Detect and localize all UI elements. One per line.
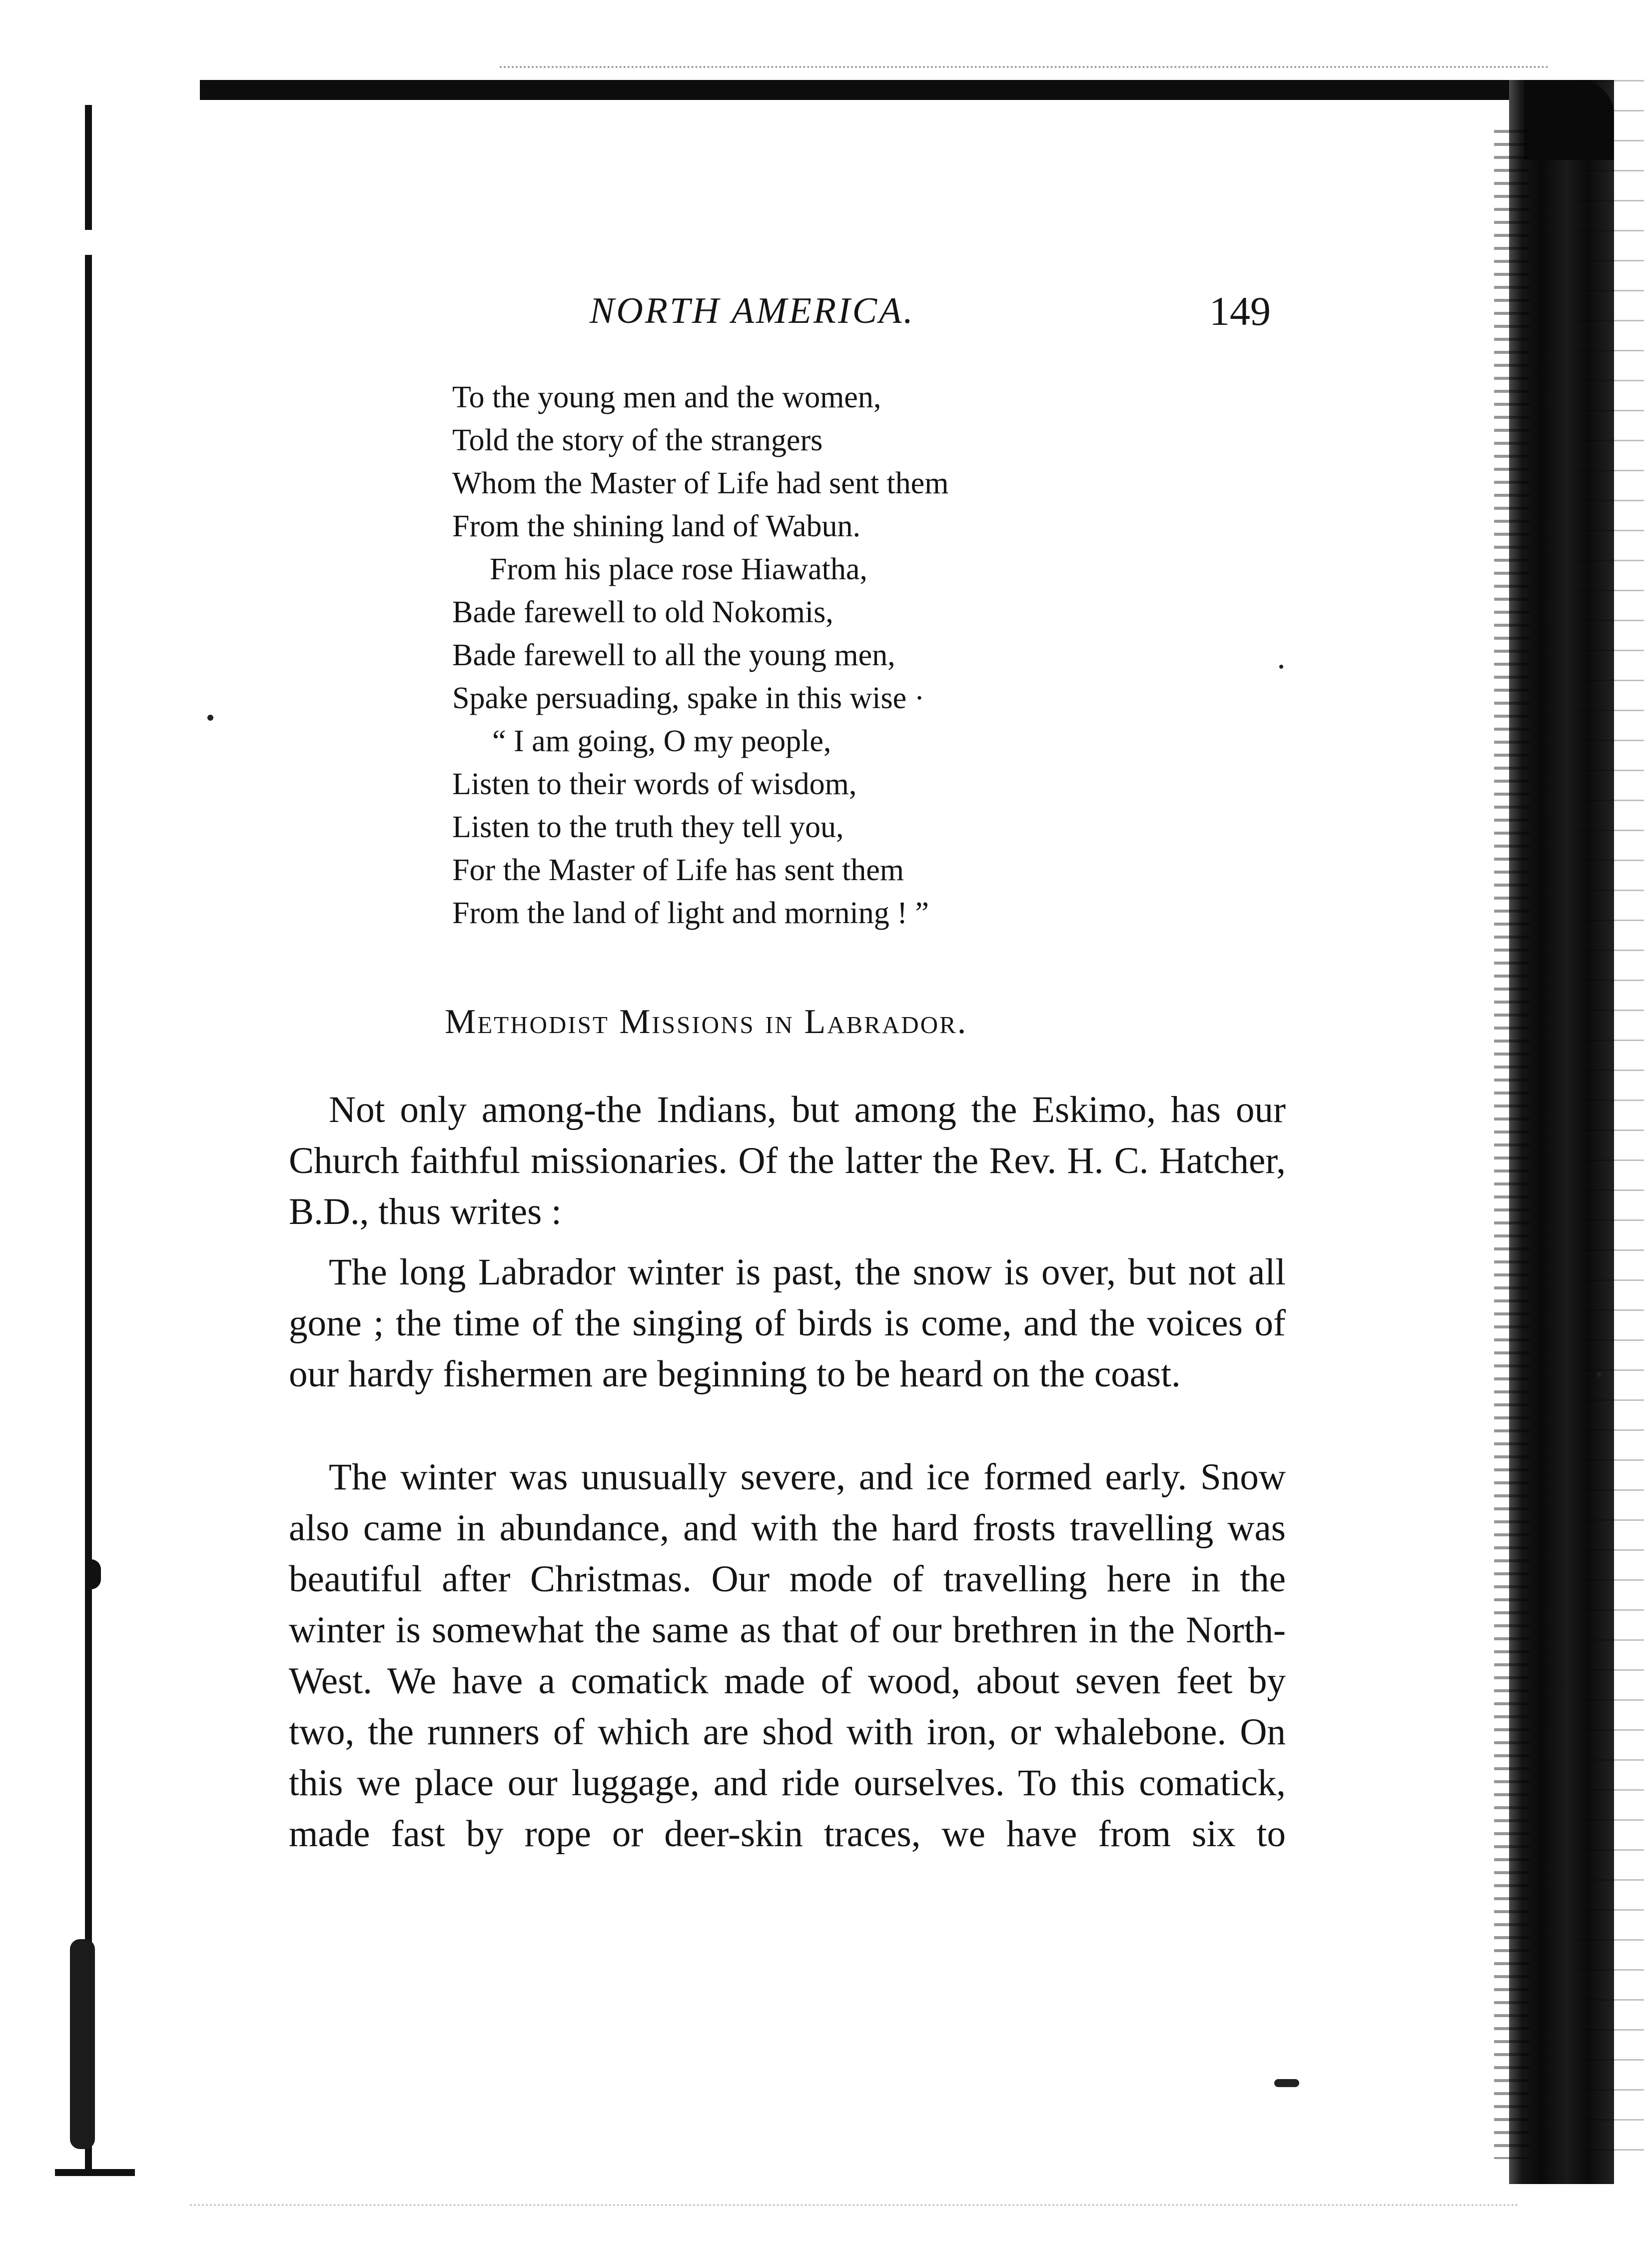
ink-speck xyxy=(1597,1372,1602,1377)
poem-line: Told the story of the strangers xyxy=(452,423,823,457)
paragraph-winter-past xyxy=(289,1247,1286,1400)
scan-top-speckle xyxy=(500,66,1549,72)
paragraph-intro xyxy=(289,1085,1286,1237)
poem-block xyxy=(452,376,948,935)
scan-left-blot xyxy=(70,1939,95,2149)
poem-line: Spake persuading, spake in this wise · xyxy=(452,681,925,715)
poem-line: Listen to the truth they tell you, xyxy=(452,810,844,844)
scan-right-streaks xyxy=(1494,130,1529,2159)
scan-far-right-specks xyxy=(1579,80,1644,2179)
poem-line: From the shining land of Wabun. xyxy=(452,509,861,543)
poem-line: Bade farewell to old Nokomis, xyxy=(452,595,833,629)
section-heading: Methodist Missions in Labrador. xyxy=(445,1003,968,1041)
ink-speck xyxy=(1279,665,1283,669)
scan-bottom-speckle xyxy=(190,2204,1519,2209)
poem-line: Bade farewell to all the young men, xyxy=(452,638,895,672)
scan-top-border xyxy=(200,80,1559,100)
scan-left-border xyxy=(85,105,92,2174)
scan-left-foot xyxy=(55,2169,135,2176)
poem-line: For the Master of Life has sent them xyxy=(452,853,904,887)
poem-line: “ I am going, O my people, xyxy=(492,724,831,758)
poem-line: Whom the Master of Life had sent them xyxy=(452,466,949,500)
poem-line: From the land of light and morning ! ” xyxy=(452,896,929,930)
ink-speck xyxy=(207,715,213,721)
scan-left-notch xyxy=(86,1559,101,1589)
page-number: 149 xyxy=(1209,288,1271,334)
paragraph-text: The long Labrador winter is past, the snow is over, but not all gone ; the time of the singing of birds is come, and the voices of our hardy fishermen are beginning to be heard on the coast. xyxy=(289,1251,1286,1395)
paragraph-travelling xyxy=(289,1452,1286,1860)
poem-line: To the young men and the women, xyxy=(452,380,881,414)
scan-left-border-gap xyxy=(80,230,100,255)
paragraph-text: The winter was unusually severe, and ice formed early. Snow also came in abundance, and with the hard frosts travelling was beautiful after Christmas. Our mode of travelling here in the winter is somewhat the same as that of our brethren in the North-West. We have a comatick made of wood, about seven feet by two, the runners of which are shod with iron, or whalebone. On this we place our luggage, and ride ourselves. To this comatick, made fast by rope or deer-skin traces, we have from six to xyxy=(289,1456,1286,1855)
running-title: NORTH AMERICA. xyxy=(590,290,915,331)
poem-line: Listen to their words of wisdom, xyxy=(452,767,857,801)
ink-speck xyxy=(1274,2079,1299,2087)
paragraph-text: Not only among-the Indians, but among the Eskimo, has our Church faithful missionaries. Of the latter the Rev. H. C. Hatcher, B.D., thus writes : xyxy=(289,1089,1286,1232)
poem-line: From his place rose Hiawatha, xyxy=(490,552,867,586)
